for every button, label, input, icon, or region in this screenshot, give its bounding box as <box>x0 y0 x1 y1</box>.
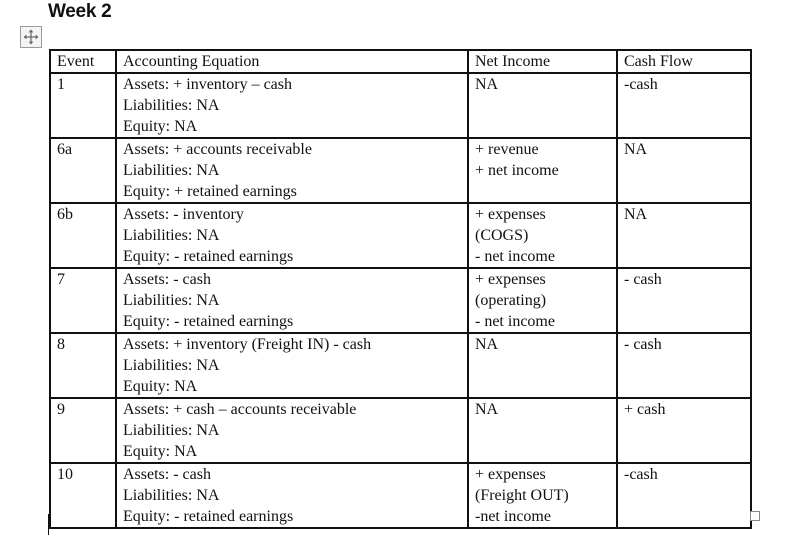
cash-flow-cell[interactable] <box>617 463 751 528</box>
net-income-cell[interactable] <box>468 138 617 203</box>
event-cell[interactable]: 9 <box>50 398 116 463</box>
cash-flow-cell[interactable] <box>617 203 751 268</box>
header-cash-flow[interactable]: Cash Flow <box>617 50 751 73</box>
table-row <box>50 398 751 463</box>
accounting-equation-cell-line: Assets: + inventory – cash <box>123 76 292 93</box>
net-income-cell[interactable] <box>468 73 617 138</box>
net-income-cell[interactable] <box>468 268 617 333</box>
move-arrows-icon <box>23 29 39 45</box>
cash-flow-cell-line: - cash <box>624 336 662 353</box>
accounting-equation-cell-line: Liabilities: NA <box>123 422 220 439</box>
text-cursor <box>48 514 49 535</box>
net-income-cell-line: NA <box>475 336 499 353</box>
net-income-cell-line: - net income <box>475 313 555 330</box>
event-cell[interactable]: 6b <box>50 203 116 268</box>
net-income-cell[interactable] <box>468 398 617 463</box>
accounting-equation-cell-line: Equity: NA <box>123 118 198 135</box>
net-income-cell-line: -net income <box>475 508 551 525</box>
table-row <box>50 203 751 268</box>
accounting-equation-cell-line: Assets: - cash <box>123 271 211 288</box>
accounting-equation-cell[interactable] <box>116 333 468 398</box>
net-income-cell-line: + expenses <box>475 206 546 223</box>
table-resize-handle[interactable] <box>750 511 760 521</box>
event-cell[interactable]: 6a <box>50 138 116 203</box>
accounting-equation-cell-line: Equity: - retained earnings <box>123 508 294 525</box>
net-income-cell-line: + expenses <box>475 271 546 288</box>
accounting-equation-cell-line: Equity: NA <box>123 378 198 395</box>
accounting-equation-cell-line: Liabilities: NA <box>123 227 220 244</box>
cash-flow-cell-line: -cash <box>624 76 658 93</box>
accounting-equation-cell-line: Equity: NA <box>123 443 198 460</box>
cash-flow-cell-line: NA <box>624 141 648 158</box>
cash-flow-cell[interactable] <box>617 333 751 398</box>
table-move-handle[interactable] <box>20 26 42 48</box>
net-income-cell-line: + net income <box>475 162 559 179</box>
accounting-table[interactable] <box>49 49 752 529</box>
cash-flow-cell[interactable] <box>617 73 751 138</box>
table-row <box>50 333 751 398</box>
accounting-equation-cell-line: Assets: + inventory (Freight IN) - cash <box>123 336 372 353</box>
net-income-cell[interactable] <box>468 203 617 268</box>
net-income-cell-line: NA <box>475 401 499 418</box>
table-header-row <box>50 50 751 73</box>
cash-flow-cell[interactable] <box>617 138 751 203</box>
net-income-cell-line: - net income <box>475 248 555 265</box>
page-heading: Week 2 <box>48 1 112 22</box>
net-income-cell[interactable] <box>468 333 617 398</box>
net-income-cell[interactable] <box>468 463 617 528</box>
accounting-equation-cell-line: Equity: - retained earnings <box>123 313 294 330</box>
cash-flow-cell-line: NA <box>624 206 648 223</box>
accounting-equation-cell-line: Equity: + retained earnings <box>123 183 297 200</box>
net-income-cell-line: + expenses <box>475 466 546 483</box>
table-row <box>50 138 751 203</box>
event-cell[interactable]: 8 <box>50 333 116 398</box>
accounting-equation-cell-line: Liabilities: NA <box>123 357 220 374</box>
event-cell[interactable]: 7 <box>50 268 116 333</box>
accounting-equation-cell-line: Equity: - retained earnings <box>123 248 294 265</box>
accounting-equation-cell-line: Assets: - inventory <box>123 206 244 223</box>
accounting-equation-cell[interactable] <box>116 268 468 333</box>
accounting-equation-cell-line: Liabilities: NA <box>123 97 220 114</box>
event-cell[interactable]: 10 <box>50 463 116 528</box>
net-income-cell-line: (COGS) <box>475 227 529 244</box>
accounting-equation-cell-line: Assets: - cash <box>123 466 211 483</box>
net-income-cell-line: (Freight OUT) <box>475 487 569 504</box>
net-income-cell-line: NA <box>475 76 499 93</box>
header-net-income[interactable]: Net Income <box>468 50 617 73</box>
event-cell[interactable]: 1 <box>50 73 116 138</box>
table-row <box>50 268 751 333</box>
cash-flow-cell-line: + cash <box>624 401 666 418</box>
header-accounting-equation[interactable]: Accounting Equation <box>116 50 468 73</box>
net-income-cell-line: + revenue <box>475 141 539 158</box>
accounting-equation-cell[interactable] <box>116 463 468 528</box>
net-income-cell-line: (operating) <box>475 292 547 309</box>
cash-flow-cell-line: - cash <box>624 271 662 288</box>
accounting-equation-cell-line: Assets: + cash – accounts receivable <box>123 401 357 418</box>
cash-flow-cell-line: -cash <box>624 466 658 483</box>
accounting-equation-cell[interactable] <box>116 138 468 203</box>
accounting-equation-cell[interactable] <box>116 73 468 138</box>
accounting-equation-cell-line: Assets: + accounts receivable <box>123 141 312 158</box>
cash-flow-cell[interactable] <box>617 398 751 463</box>
accounting-equation-cell-line: Liabilities: NA <box>123 162 220 179</box>
table-row <box>50 463 751 528</box>
accounting-equation-cell-line: Liabilities: NA <box>123 292 220 309</box>
header-event[interactable]: Event <box>50 50 116 73</box>
cash-flow-cell[interactable] <box>617 268 751 333</box>
accounting-equation-cell[interactable] <box>116 203 468 268</box>
table-row <box>50 73 751 138</box>
accounting-equation-cell-line: Liabilities: NA <box>123 487 220 504</box>
accounting-equation-cell[interactable] <box>116 398 468 463</box>
